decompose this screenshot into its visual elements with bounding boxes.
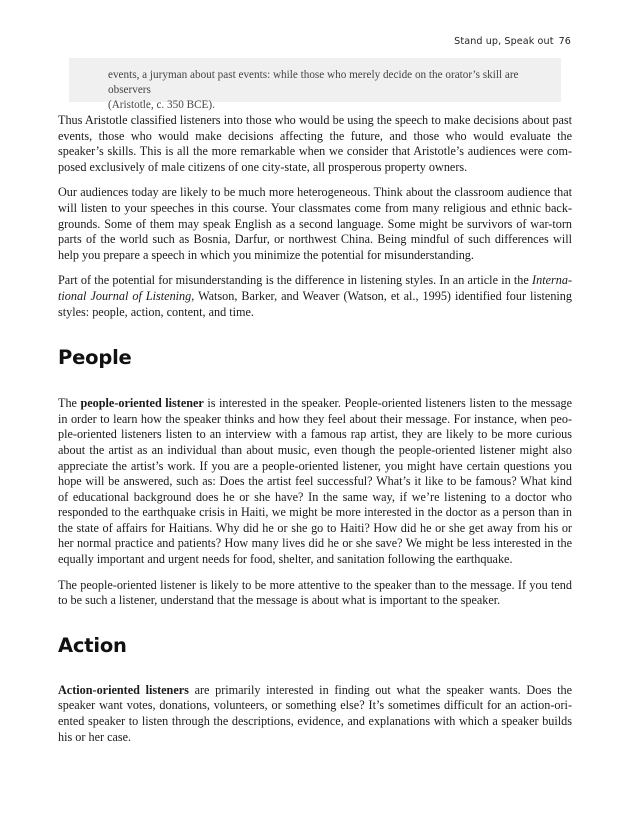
paragraph-action-oriented: [58, 683, 572, 745]
section-heading-action: Action: [58, 633, 127, 657]
paragraph-heterogeneous-audiences: Our audiences today are likely to be much more heterogeneous. Think about the classroom audience that will listen to your speeches in this course. Your classmates come from many religious and ethnic backgrounds. Some of them may speak English as a second language. Some might be survivors of war-torn parts of the world such as Bosnia, Darfur, or northwest China. Being mindful of such differences will help you prepare a speech in which you minimize the potential for misunderstanding.: [58, 185, 572, 262]
term-people-oriented-listener: people-oriented listener: [80, 396, 204, 411]
quote-citation: (Aristotle, c. 350 BCE).: [108, 99, 215, 112]
paragraph-people-oriented: [58, 396, 572, 568]
paragraph-listening-styles: [58, 273, 572, 320]
book-title: Stand up, Speak out: [454, 36, 554, 47]
paragraph-people-attentive: The people-oriented listener is likely to be more attentive to the speaker than to the message. If you tend to be such a listener, understand that the message is about what is important to the speaker.: [58, 577, 572, 608]
text-run: is interested in the speaker. People-oriented listeners listen to the message in order to learn how the speaker thinks and how they feel about their message. For instance, when people-oriented listeners listen to an interview with a famous rap artist, they are likely to be more curious about the artist as an individual than about music, even though the people-oriented listener might also appreciate the artist’s work. If you are a people-oriented listener, you might have certain questions you hope will be answered, such as: Does the artist feel successful? What’s it like to be famous? What kind of educational background does he or she have? In the same way, if we’re listening to a doctor who responded to the earthquake crisis in Haiti, we might be more interested in the doctor as a person than in the state of affairs for Haitians. Why did he or she go to Haiti? How did he or she get away from his or her normal practice and patients? How many lives did he or she save? We might be less interested in the equally important and urgent needs for food, shelter, and sanitation following the earthquake.: [58, 396, 572, 567]
term-action-oriented-listeners: Action-oriented listeners: [58, 682, 189, 697]
running-header: [454, 36, 571, 47]
text-run: Part of the potential for misunderstanding is the difference in listening styles. In an article in the: [58, 273, 533, 288]
journal-title: International Journal of Listening: [58, 273, 572, 303]
text-run: , Watson, Barker, and Weaver (Watson, et al., 1995) identified four listening styles: people, action, content, and time.: [58, 288, 572, 319]
page-number: 76: [558, 36, 571, 47]
block-quote: [69, 58, 561, 112]
paragraph-aristotle-classification: Thus Aristotle classified listeners into those who would be using the speech to make decisions about past events, those who would make decisions affecting the future, and those who would evaluate the speaker’s skills. This is all the more remarkable when we consider that Aristotle’s audiences were composed exclusively of male citizens of one city-state, all prosperous property owners.: [58, 113, 572, 174]
main-content: [58, 113, 572, 755]
section-heading-people: People: [58, 346, 132, 370]
text-run: The: [58, 396, 81, 411]
quote-line: events, a juryman about past events: while those who merely decide on the orator’s skill are observers: [108, 69, 519, 97]
text-run: are primarily interested in finding out what the speaker wants. Does the speaker want votes, donations, volunteers, or something else? It’s sometimes difficult for an action-oriented speaker to listen through the descriptions, evidence, and explanations with which a speaker builds his or her case.: [58, 682, 573, 744]
